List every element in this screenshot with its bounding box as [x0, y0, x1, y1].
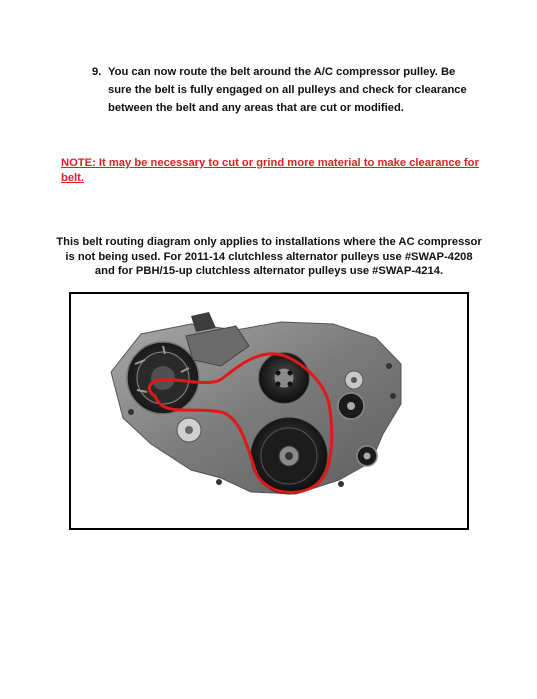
engine-diagram-image: [71, 294, 467, 528]
tensioner-pulley: [338, 393, 364, 419]
water-pump-pulley: [259, 353, 309, 403]
idler-pulley-left: [177, 418, 201, 442]
step-number: 9.: [92, 66, 102, 78]
step-text: You can now route the belt around the A/C compressor pulley. Be sure the belt is fully engaged on all pulleys and check for clearance between the belt and any areas that are cut or modified.: [108, 66, 467, 114]
belt-routing-diagram: [69, 292, 469, 530]
routing-applicability-text: This belt routing diagram only applies to installations where the AC compressor is not being used. For 2011-14 clutchless alternator pulleys use #SWAP-4208 and for PBH/15-up clutchless alternator pulleys use #SWAP-4214.: [56, 236, 482, 277]
idler-pulley-upper: [345, 371, 363, 389]
idler-pulley-lower: [357, 446, 377, 466]
clearance-note: NOTE: It may be necessary to cut or grind more material to make clearance for belt.: [61, 157, 479, 184]
alternator: [127, 342, 199, 414]
